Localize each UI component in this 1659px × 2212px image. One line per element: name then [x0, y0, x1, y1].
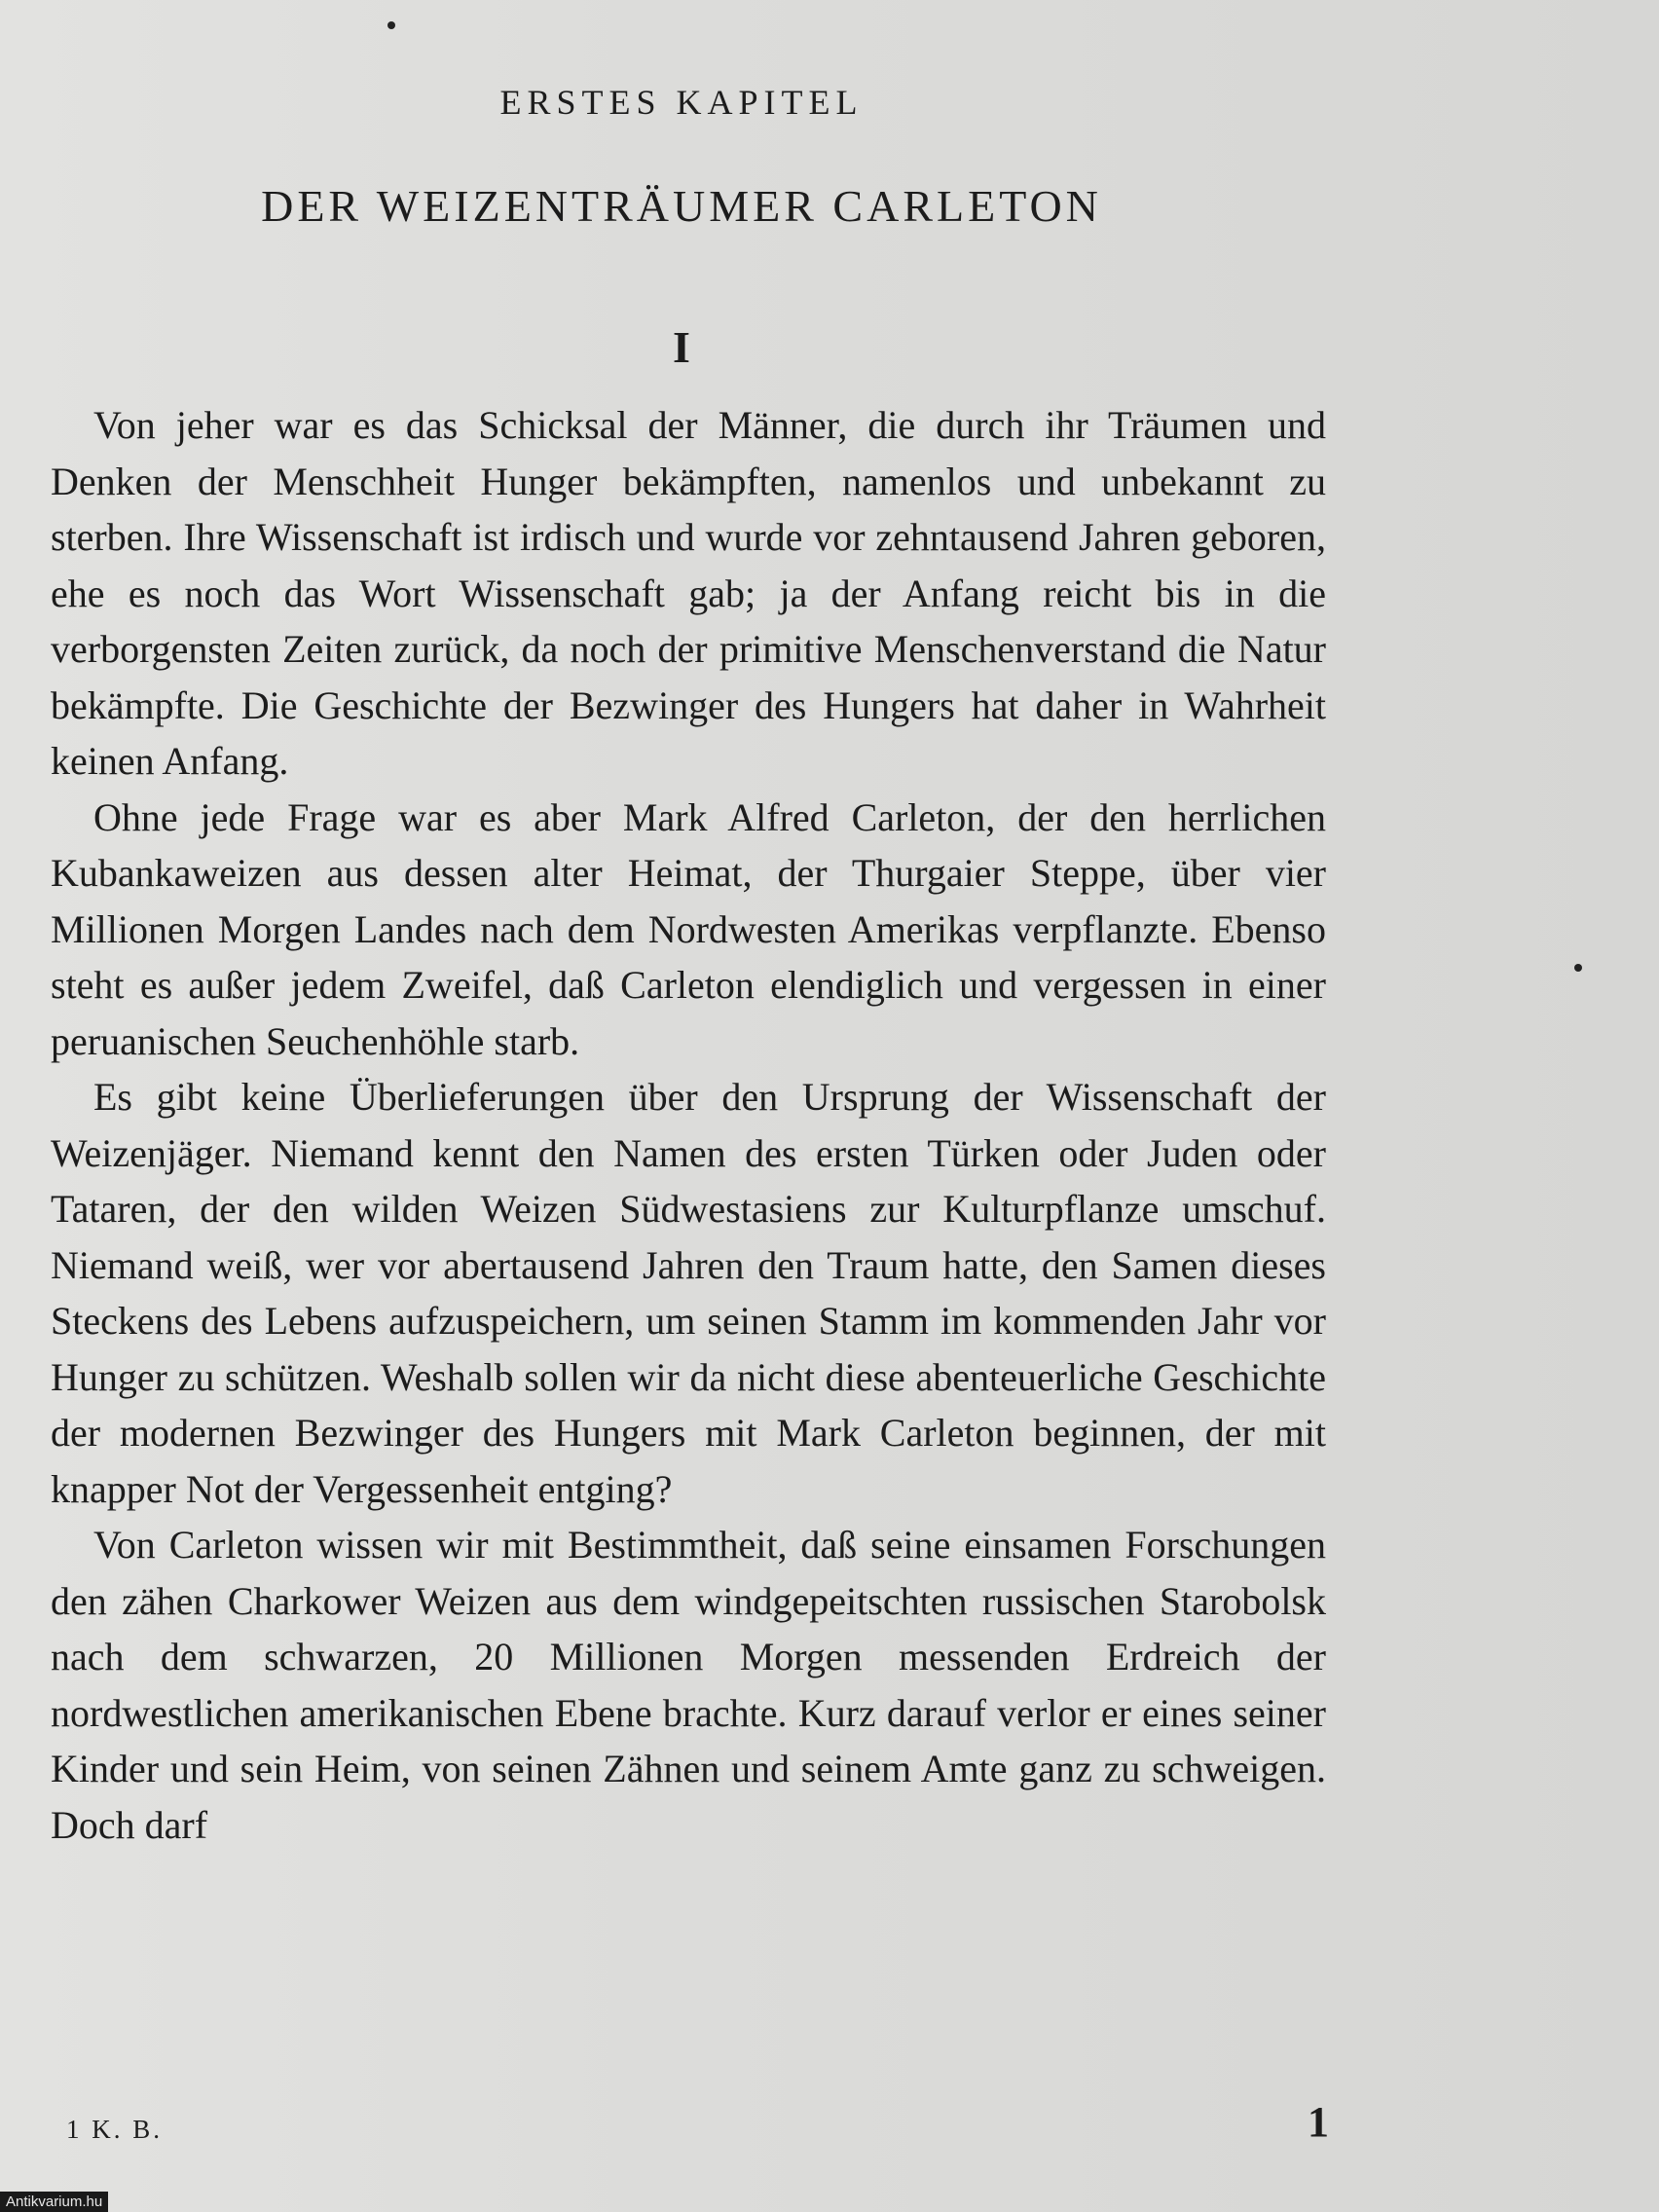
ink-speck	[387, 21, 395, 29]
watermark: Antikvarium.hu	[0, 2192, 108, 2212]
section-number: I	[673, 322, 690, 372]
body-text	[51, 397, 1326, 1853]
ink-speck	[1574, 964, 1582, 972]
printer-signature: 1 K. B.	[66, 2115, 164, 2144]
paragraph: Von jeher war es das Schicksal der Männer, die durch ihr Träumen und Denken der Menschheit Hunger bekämpften, namenlos und unbekannt zu sterben. Ihre Wissenschaft ist irdisch und wurde vor zehntausend Jahren geboren, ehe es noch das Wort Wissenschaft gab; ja der Anfang reicht bis in die verborgensten Zeiten zurück, da noch der primitive Menschenverstand die Natur bekämpfte. Die Geschichte der Bezwinger des Hungers hat daher in Wahrheit keinen Anfang.	[51, 403, 1326, 783]
paragraph: Es gibt keine Überlieferungen über den Ursprung der Wissenschaft der Weizenjäger. Niemand kennt den Namen des ersten Türken oder Juden oder Tataren, der den wilden Weizen Südwestasiens zur Kulturpflanze umschuf. Niemand weiß, wer vor abertausend Jahren den Traum hatte, den Samen dieses Steckens des Lebens aufzuspeichern, um seinen Stamm im kommenden Jahr vor Hunger zu schützen. Weshalb sollen wir da nicht diese abenteuerliche Geschichte der modernen Bezwinger des Hungers mit Mark Carleton beginnen, der mit knapper Not der Vergessenheit entging?	[51, 1075, 1326, 1511]
paragraph: Von Carleton wissen wir mit Bestimmtheit, daß seine einsamen Forschungen den zähen Charkower Weizen aus dem windgepeitschten russischen Starobolsk nach dem schwarzen, 20 Millionen Morgen messenden Erdreich der nordwestlichen amerikanischen Ebene brachte. Kurz darauf verlor er eines seiner Kinder und sein Heim, von seinen Zähnen und seinem Amte ganz zu schweigen. Doch darf	[51, 1523, 1326, 1847]
page-number: 1	[1308, 2098, 1329, 2146]
chapter-label: ERSTES KAPITEL	[499, 83, 864, 122]
paragraph: Ohne jede Frage war es aber Mark Alfred Carleton, der den herrlichen Kubankaweizen aus dessen alter Heimat, der Thurgaier Steppe, über vier Millionen Morgen Landes nach dem Nordwesten Amerikas verpflanzte. Ebenso steht es außer jedem Zweifel, daß Carleton elendiglich und vergessen in einer peruanischen Seuchenhöhle starb.	[51, 794, 1326, 1063]
chapter-title: DER WEIZENTRÄUMER CARLETON	[261, 181, 1102, 231]
